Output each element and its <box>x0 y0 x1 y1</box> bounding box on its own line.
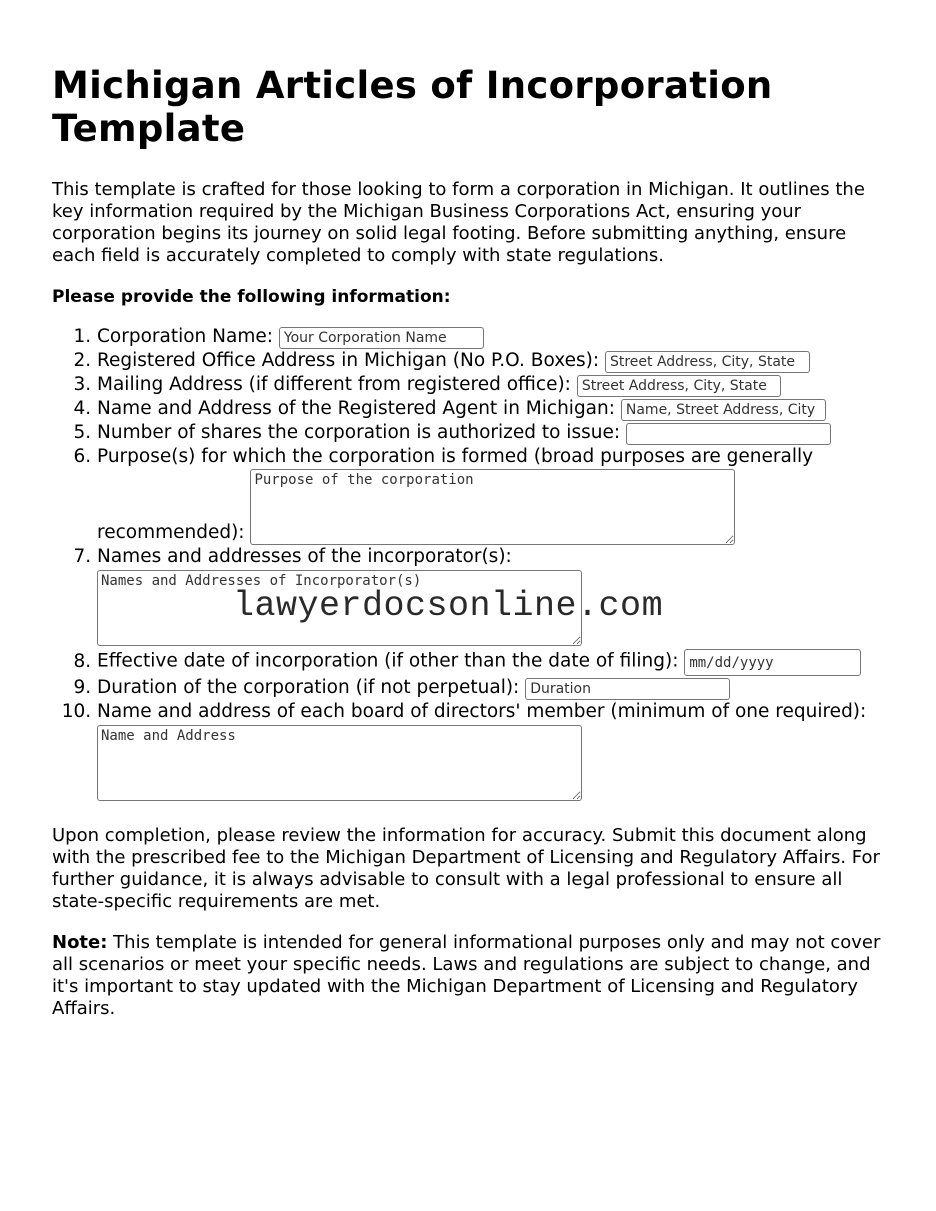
corporation-name-input[interactable] <box>279 327 484 349</box>
corporation-name-label: Corporation Name: <box>97 326 273 347</box>
directors-label: Name and address of each board of directors' member (minimum of one required): <box>97 701 867 722</box>
list-item-mailing-address <box>97 373 892 397</box>
note-label: Note: <box>52 932 108 953</box>
closing-paragraph: Upon completion, please review the information for accuracy. Submit this document along with the prescribed fee to the Michigan Department of Licensing and Regulatory Affairs. For further guidance, it is always advisable to consult with a legal professional to ensure all state-specific requirements are met. <box>52 825 880 912</box>
incorporators-textarea[interactable] <box>97 570 582 646</box>
registered-agent-label: Name and Address of the Registered Agent in Michigan: <box>97 398 615 419</box>
incorporators-label: Names and addresses of the incorporator(s): <box>97 546 512 567</box>
form-prompt: Please provide the following information: <box>52 287 451 307</box>
page-title: Michigan Articles of Incorporation Template <box>52 64 773 150</box>
shares-label: Number of shares the corporation is authorized to issue: <box>97 422 621 443</box>
duration-label: Duration of the corporation (if not perpetual): <box>97 677 520 698</box>
registered-office-label: Registered Office Address in Michigan (No P.O. Boxes): <box>97 350 600 371</box>
purpose-label: Purpose(s) for which the corporation is formed (broad purposes are generally recommended): <box>97 446 814 543</box>
intro-paragraph: This template is crafted for those looking to form a corporation in Michigan. It outlines the key information required by the Michigan Business Corporations Act, ensuring your corporation begins its journey on solid legal footing. Before submitting anything, ensure each field is accurately completed to comply with state regulations. <box>52 179 865 266</box>
list-item-incorporators <box>97 545 892 646</box>
shares-input[interactable] <box>626 423 831 445</box>
note-text: This template is intended for general informational purposes only and may not cover all scenarios or meet your specific needs. Laws and regulations are subject to change, and it's important to stay updated with the Michigan Department of Licensing and Regulatory Affairs. <box>52 932 881 1019</box>
list-item-corporation-name <box>97 325 892 349</box>
effective-date-input[interactable] <box>684 649 861 676</box>
registered-office-input[interactable] <box>605 351 810 373</box>
list-item-registered-agent <box>97 397 892 421</box>
directors-textarea[interactable] <box>97 725 582 801</box>
duration-input[interactable] <box>525 678 730 700</box>
list-item-duration <box>97 676 892 700</box>
list-item-registered-office <box>97 349 892 373</box>
effective-date-label: Effective date of incorporation (if other than the date of filing): <box>97 650 679 672</box>
watermark: lawyerdocsonline.com <box>233 586 664 626</box>
note-paragraph <box>52 932 892 1020</box>
mailing-address-label: Mailing Address (if different from registered office): <box>97 374 571 395</box>
registered-agent-input[interactable] <box>621 399 826 421</box>
list-item-directors <box>97 700 892 801</box>
mailing-address-input[interactable] <box>577 375 781 397</box>
purpose-textarea[interactable] <box>250 469 735 545</box>
list-item-shares <box>97 421 892 445</box>
list-item-effective-date <box>97 649 892 676</box>
document <box>52 64 892 1020</box>
form-list <box>52 325 892 801</box>
list-item-purpose <box>97 445 892 545</box>
